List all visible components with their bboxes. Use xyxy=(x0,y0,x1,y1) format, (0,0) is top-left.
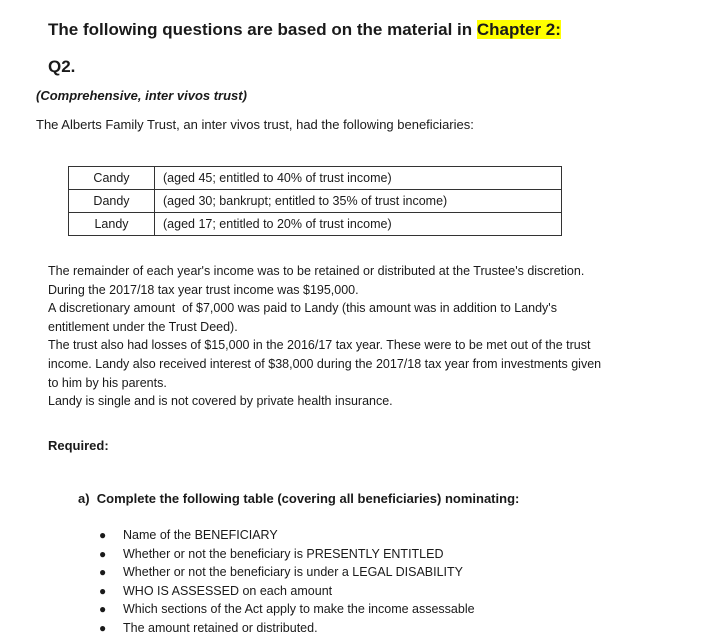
bullet-icon: ● xyxy=(99,602,107,617)
paragraph-line: entitlement under the Trust Deed). xyxy=(48,319,238,334)
paragraph-line: to him by his parents. xyxy=(48,375,167,390)
list-item-text: The amount retained or distributed. xyxy=(123,620,318,635)
part-a-instruction: a) Complete the following table (covering all beneficiaries) nominating: xyxy=(78,491,520,506)
question-number: Q2. xyxy=(48,57,76,76)
bullet-icon: ● xyxy=(99,546,107,561)
list-item-text: Whether or not the beneficiary is PRESENTLY ENTITLED xyxy=(123,546,444,561)
table-row xyxy=(69,190,562,213)
paragraph-line: Landy is single and is not covered by private health insurance. xyxy=(48,394,393,409)
heading-text: The following questions are based on the material in xyxy=(48,20,477,39)
list-item xyxy=(96,563,475,582)
beneficiary-name: Landy xyxy=(69,213,155,236)
list-item xyxy=(96,582,475,601)
beneficiary-details: (aged 30; bankrupt; entitled to 35% of trust income) xyxy=(155,190,562,213)
beneficiary-name: Candy xyxy=(69,167,155,190)
list-item xyxy=(96,619,475,638)
beneficiary-details: (aged 17; entitled to 20% of trust income) xyxy=(155,213,562,236)
chapter-heading xyxy=(48,20,561,40)
paragraph-line: The remainder of each year's income was to be retained or distributed at the Trustee's discretion. xyxy=(48,264,585,278)
intro-text: The Alberts Family Trust, an inter vivos trust, had the following beneficiaries: xyxy=(36,117,474,132)
requirements-list xyxy=(96,526,475,638)
beneficiary-name: Dandy xyxy=(69,190,155,213)
paragraph-line: During the 2017/18 tax year trust income was $195,000. xyxy=(48,282,359,297)
list-item xyxy=(96,526,475,545)
list-item-text: Name of the BENEFICIARY xyxy=(123,528,278,542)
paragraph-line: The trust also had losses of $15,000 in the 2016/17 tax year. These were to be met out of the trust xyxy=(48,338,591,353)
list-item-text: Whether or not the beneficiary is under a LEGAL DISABILITY xyxy=(123,565,463,580)
table-row xyxy=(69,167,562,190)
list-item xyxy=(96,545,475,564)
paragraph-line: A discretionary amount of $7,000 was paid to Landy (this amount was in addition to Landy's xyxy=(48,301,557,316)
list-item-text: Which sections of the Act apply to make the income assessable xyxy=(123,602,475,617)
table-row xyxy=(69,213,562,236)
bullet-icon: ● xyxy=(99,583,107,598)
required-label: Required: xyxy=(48,438,109,453)
beneficiary-details: (aged 45; entitled to 40% of trust income) xyxy=(155,167,562,190)
bullet-icon: ● xyxy=(99,565,107,580)
chapter-highlight: Chapter 2: xyxy=(476,20,561,39)
list-item xyxy=(96,600,475,619)
facts-paragraph xyxy=(48,262,678,411)
beneficiaries-table xyxy=(68,166,562,236)
bullet-icon: ● xyxy=(99,528,107,542)
bullet-icon: ● xyxy=(99,620,107,635)
list-item-text: WHO IS ASSESSED on each amount xyxy=(123,583,333,598)
paragraph-line: income. Landy also received interest of $38,000 during the 2017/18 tax year from investments given xyxy=(48,356,602,371)
question-subtitle: (Comprehensive, inter vivos trust) xyxy=(36,88,247,103)
